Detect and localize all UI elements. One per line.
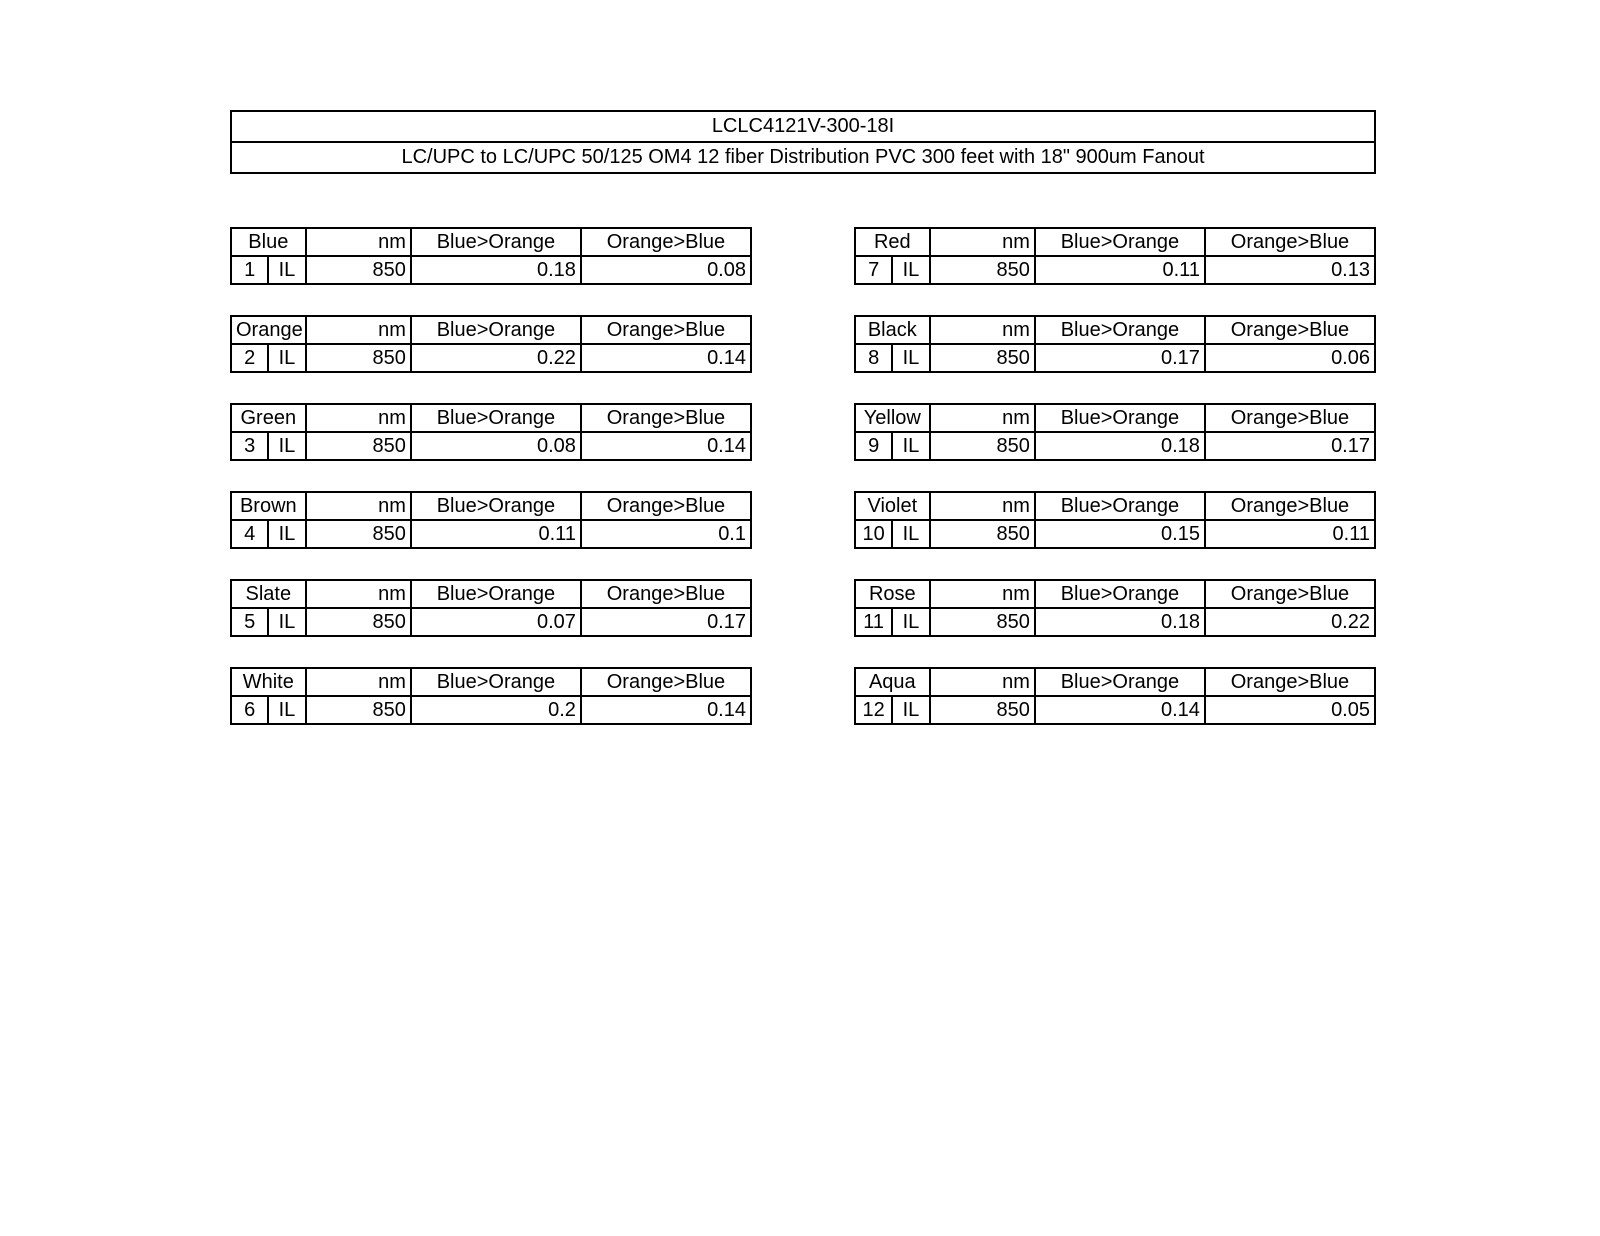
orange-blue-value: 0.22 bbox=[1205, 608, 1375, 636]
measure-label: IL bbox=[268, 696, 305, 724]
blue-orange-value: 0.11 bbox=[1035, 256, 1205, 284]
table-header-row bbox=[855, 580, 1375, 608]
fiber-table-7 bbox=[854, 227, 1376, 285]
fiber-table-10 bbox=[854, 491, 1376, 549]
fiber-color: Slate bbox=[231, 580, 306, 608]
blue-orange-header: Blue>Orange bbox=[1035, 228, 1205, 256]
blue-orange-header: Blue>Orange bbox=[1035, 492, 1205, 520]
table-header-row bbox=[231, 228, 751, 256]
orange-blue-header: Orange>Blue bbox=[1205, 404, 1375, 432]
blue-orange-value: 0.22 bbox=[411, 344, 581, 372]
wavelength-value: 850 bbox=[306, 432, 411, 460]
measure-label: IL bbox=[892, 520, 929, 548]
fiber-color: Rose bbox=[855, 580, 930, 608]
table-row bbox=[855, 520, 1375, 548]
wavelength-header: nm bbox=[306, 228, 411, 256]
wavelength-value: 850 bbox=[306, 344, 411, 372]
table-row bbox=[231, 256, 751, 284]
measure-label: IL bbox=[268, 432, 305, 460]
wavelength-value: 850 bbox=[306, 256, 411, 284]
fiber-table-11 bbox=[854, 579, 1376, 637]
fiber-color: Violet bbox=[855, 492, 930, 520]
wavelength-header: nm bbox=[930, 228, 1035, 256]
wavelength-header: nm bbox=[930, 492, 1035, 520]
document-header bbox=[230, 110, 1376, 174]
table-header-row bbox=[855, 668, 1375, 696]
orange-blue-value: 0.13 bbox=[1205, 256, 1375, 284]
wavelength-header: nm bbox=[306, 316, 411, 344]
blue-orange-header: Blue>Orange bbox=[411, 668, 581, 696]
fiber-number: 3 bbox=[231, 432, 268, 460]
orange-blue-value: 0.06 bbox=[1205, 344, 1375, 372]
blue-orange-value: 0.2 bbox=[411, 696, 581, 724]
fiber-number: 8 bbox=[855, 344, 892, 372]
fiber-number: 11 bbox=[855, 608, 892, 636]
fiber-table-6 bbox=[230, 667, 752, 725]
orange-blue-header: Orange>Blue bbox=[1205, 580, 1375, 608]
fiber-color: Orange bbox=[231, 316, 306, 344]
blue-orange-value: 0.18 bbox=[1035, 432, 1205, 460]
blue-orange-value: 0.15 bbox=[1035, 520, 1205, 548]
table-header-row bbox=[231, 316, 751, 344]
fiber-color: Red bbox=[855, 228, 930, 256]
wavelength-header: nm bbox=[306, 492, 411, 520]
fiber-number: 1 bbox=[231, 256, 268, 284]
measure-label: IL bbox=[268, 520, 305, 548]
blue-orange-value: 0.11 bbox=[411, 520, 581, 548]
measure-label: IL bbox=[268, 344, 305, 372]
part-number: LCLC4121V-300-18I bbox=[711, 115, 895, 137]
blue-orange-value: 0.14 bbox=[1035, 696, 1205, 724]
orange-blue-value: 0.05 bbox=[1205, 696, 1375, 724]
blue-orange-header: Blue>Orange bbox=[1035, 316, 1205, 344]
table-row bbox=[231, 520, 751, 548]
fiber-number: 12 bbox=[855, 696, 892, 724]
fiber-table-4 bbox=[230, 491, 752, 549]
wavelength-header: nm bbox=[930, 404, 1035, 432]
blue-orange-header: Blue>Orange bbox=[1035, 580, 1205, 608]
measure-label: IL bbox=[892, 344, 929, 372]
fiber-table-5 bbox=[230, 579, 752, 637]
blue-orange-value: 0.18 bbox=[411, 256, 581, 284]
wavelength-value: 850 bbox=[930, 608, 1035, 636]
orange-blue-header: Orange>Blue bbox=[581, 228, 751, 256]
fiber-number: 7 bbox=[855, 256, 892, 284]
blue-orange-value: 0.18 bbox=[1035, 608, 1205, 636]
wavelength-value: 850 bbox=[306, 696, 411, 724]
table-row bbox=[231, 344, 751, 372]
wavelength-value: 850 bbox=[930, 520, 1035, 548]
table-row bbox=[231, 696, 751, 724]
fiber-table-9 bbox=[854, 403, 1376, 461]
wavelength-value: 850 bbox=[930, 696, 1035, 724]
table-row bbox=[855, 696, 1375, 724]
fiber-number: 9 bbox=[855, 432, 892, 460]
orange-blue-value: 0.17 bbox=[581, 608, 751, 636]
table-row bbox=[231, 608, 751, 636]
cable-description: LC/UPC to LC/UPC 50/125 OM4 12 fiber Distribution PVC 300 feet with 18" 900um Fanout bbox=[232, 141, 1374, 172]
orange-blue-value: 0.11 bbox=[1205, 520, 1375, 548]
measure-label: IL bbox=[892, 608, 929, 636]
table-row bbox=[855, 608, 1375, 636]
table-row bbox=[855, 256, 1375, 284]
wavelength-header: nm bbox=[306, 668, 411, 696]
wavelength-header: nm bbox=[306, 580, 411, 608]
orange-blue-value: 0.14 bbox=[581, 432, 751, 460]
orange-blue-header: Orange>Blue bbox=[1205, 492, 1375, 520]
table-header-row bbox=[231, 668, 751, 696]
orange-blue-header: Orange>Blue bbox=[581, 404, 751, 432]
orange-blue-value: 0.08 bbox=[581, 256, 751, 284]
fiber-table-1 bbox=[230, 227, 752, 285]
blue-orange-value: 0.07 bbox=[411, 608, 581, 636]
fiber-table-12 bbox=[854, 667, 1376, 725]
fiber-number: 6 bbox=[231, 696, 268, 724]
fiber-color: Blue bbox=[231, 228, 306, 256]
table-row bbox=[855, 344, 1375, 372]
fiber-color: Green bbox=[231, 404, 306, 432]
orange-blue-header: Orange>Blue bbox=[581, 316, 751, 344]
table-header-row bbox=[855, 404, 1375, 432]
table-header-row bbox=[231, 492, 751, 520]
orange-blue-header: Orange>Blue bbox=[581, 492, 751, 520]
measure-label: IL bbox=[268, 608, 305, 636]
measure-label: IL bbox=[268, 256, 305, 284]
wavelength-value: 850 bbox=[930, 256, 1035, 284]
fiber-number: 10 bbox=[855, 520, 892, 548]
wavelength-value: 850 bbox=[306, 608, 411, 636]
fiber-color: Brown bbox=[231, 492, 306, 520]
blue-orange-value: 0.08 bbox=[411, 432, 581, 460]
blue-orange-header: Blue>Orange bbox=[411, 404, 581, 432]
fiber-table-8 bbox=[854, 315, 1376, 373]
measure-label: IL bbox=[892, 432, 929, 460]
measure-label: IL bbox=[892, 696, 929, 724]
fiber-color: Black bbox=[855, 316, 930, 344]
orange-blue-value: 0.14 bbox=[581, 696, 751, 724]
wavelength-header: nm bbox=[930, 668, 1035, 696]
fiber-table-2 bbox=[230, 315, 752, 373]
blue-orange-header: Blue>Orange bbox=[411, 492, 581, 520]
table-row bbox=[231, 432, 751, 460]
orange-blue-header: Orange>Blue bbox=[1205, 228, 1375, 256]
measure-label: IL bbox=[892, 256, 929, 284]
blue-orange-header: Blue>Orange bbox=[411, 316, 581, 344]
orange-blue-value: 0.1 bbox=[581, 520, 751, 548]
blue-orange-value: 0.17 bbox=[1035, 344, 1205, 372]
table-header-row bbox=[855, 492, 1375, 520]
fiber-color: Yellow bbox=[855, 404, 930, 432]
orange-blue-header: Orange>Blue bbox=[1205, 668, 1375, 696]
orange-blue-header: Orange>Blue bbox=[581, 580, 751, 608]
orange-blue-header: Orange>Blue bbox=[581, 668, 751, 696]
wavelength-value: 850 bbox=[930, 344, 1035, 372]
fiber-number: 5 bbox=[231, 608, 268, 636]
orange-blue-value: 0.17 bbox=[1205, 432, 1375, 460]
table-header-row bbox=[855, 316, 1375, 344]
blue-orange-header: Blue>Orange bbox=[411, 228, 581, 256]
fiber-color: White bbox=[231, 668, 306, 696]
fiber-number: 4 bbox=[231, 520, 268, 548]
wavelength-header: nm bbox=[930, 580, 1035, 608]
orange-blue-header: Orange>Blue bbox=[1205, 316, 1375, 344]
wavelength-value: 850 bbox=[930, 432, 1035, 460]
blue-orange-header: Blue>Orange bbox=[1035, 668, 1205, 696]
blue-orange-header: Blue>Orange bbox=[1035, 404, 1205, 432]
blue-orange-header: Blue>Orange bbox=[411, 580, 581, 608]
wavelength-header: nm bbox=[930, 316, 1035, 344]
table-header-row bbox=[231, 404, 751, 432]
wavelength-header: nm bbox=[306, 404, 411, 432]
table-header-row bbox=[855, 228, 1375, 256]
orange-blue-value: 0.14 bbox=[581, 344, 751, 372]
wavelength-value: 850 bbox=[306, 520, 411, 548]
table-header-row bbox=[231, 580, 751, 608]
fiber-number: 2 bbox=[231, 344, 268, 372]
fiber-table-3 bbox=[230, 403, 752, 461]
fiber-color: Aqua bbox=[855, 668, 930, 696]
table-row bbox=[855, 432, 1375, 460]
